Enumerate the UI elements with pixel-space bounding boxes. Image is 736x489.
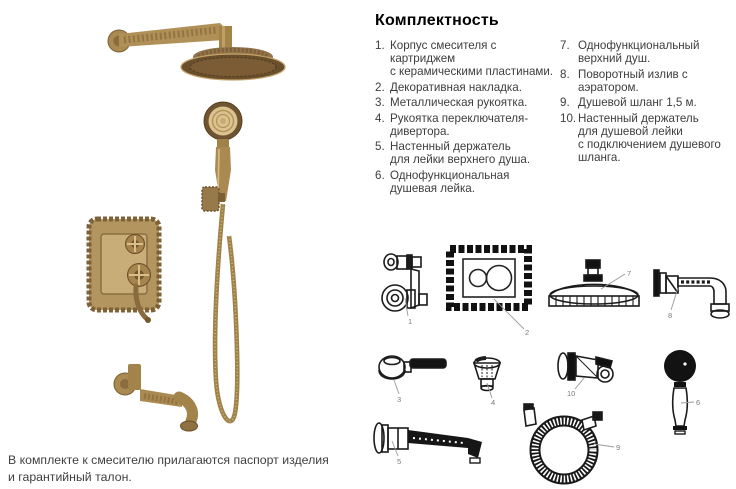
part-label-5: 5 bbox=[397, 457, 402, 466]
product-photo bbox=[0, 0, 368, 450]
tub-spout bbox=[114, 364, 198, 431]
list-item-9: 9. Душевой шланг 1,5 м. bbox=[560, 96, 697, 110]
list-item-1: 1. Корпус смесителя с картриджем с керамическими пластинами. bbox=[375, 39, 554, 78]
package-note-line1: В комплекте к смесителю прилагаются паспорт изделия bbox=[8, 453, 329, 467]
part-label-8: 8 bbox=[668, 311, 673, 320]
part-label-2: 2 bbox=[525, 328, 530, 337]
contents-column-left bbox=[375, 39, 557, 198]
part-figure-handle bbox=[376, 350, 448, 404]
part-label-9: 9 bbox=[616, 443, 621, 452]
part-figure-overhead-shower bbox=[546, 258, 642, 318]
part-figure-spout bbox=[652, 258, 736, 320]
part-label-1: 1 bbox=[408, 317, 413, 326]
package-note-line2: и гарантийный талон. bbox=[8, 469, 132, 484]
part-figure-diverter-knob bbox=[468, 353, 506, 407]
list-item-3: 3. Металлическая рукоятка. bbox=[375, 96, 528, 110]
list-item-4: 4. Рукоятка переключателя- дивертора. bbox=[375, 111, 529, 138]
part-figure-wall-holder-hose bbox=[554, 344, 618, 398]
hand-shower bbox=[204, 102, 242, 201]
mixer-trim-plate bbox=[89, 219, 159, 323]
list-item-2: 2. Декоративная накладка. bbox=[375, 80, 522, 94]
rain-shower-head bbox=[181, 47, 285, 80]
part-figure-hand-shower bbox=[661, 348, 705, 438]
part-label-3: 3 bbox=[397, 395, 402, 404]
part-label-4: 4 bbox=[491, 398, 496, 407]
part-figure-hose bbox=[516, 402, 626, 488]
part-label-7: 7 bbox=[627, 269, 632, 278]
shower-hose bbox=[215, 204, 237, 421]
contents-section bbox=[374, 12, 732, 195]
list-item-6: 6. Однофункциональная душевая лейка. bbox=[375, 168, 510, 195]
list-item-10: 10. Настенный держатель для душевой лейки с подключением душевого шланга. bbox=[560, 111, 721, 164]
part-figure-mixer-body bbox=[381, 248, 433, 326]
list-item-7: 7. Однофункциональный верхний душ. bbox=[560, 39, 700, 65]
list-item-5: 5. Настенный держатель для лейки верхнего душа. bbox=[375, 140, 531, 167]
contents-title: Комплектность bbox=[375, 12, 499, 29]
contents-column-right bbox=[560, 39, 732, 166]
list-item-8: 8. Поворотный излив с аэратором. bbox=[560, 67, 688, 94]
part-label-10: 10 bbox=[567, 389, 576, 398]
part-figure-decorative-plate bbox=[444, 243, 538, 337]
part-figure-shower-arm bbox=[372, 414, 494, 466]
package-note bbox=[8, 452, 329, 485]
part-label-6: 6 bbox=[696, 398, 701, 407]
